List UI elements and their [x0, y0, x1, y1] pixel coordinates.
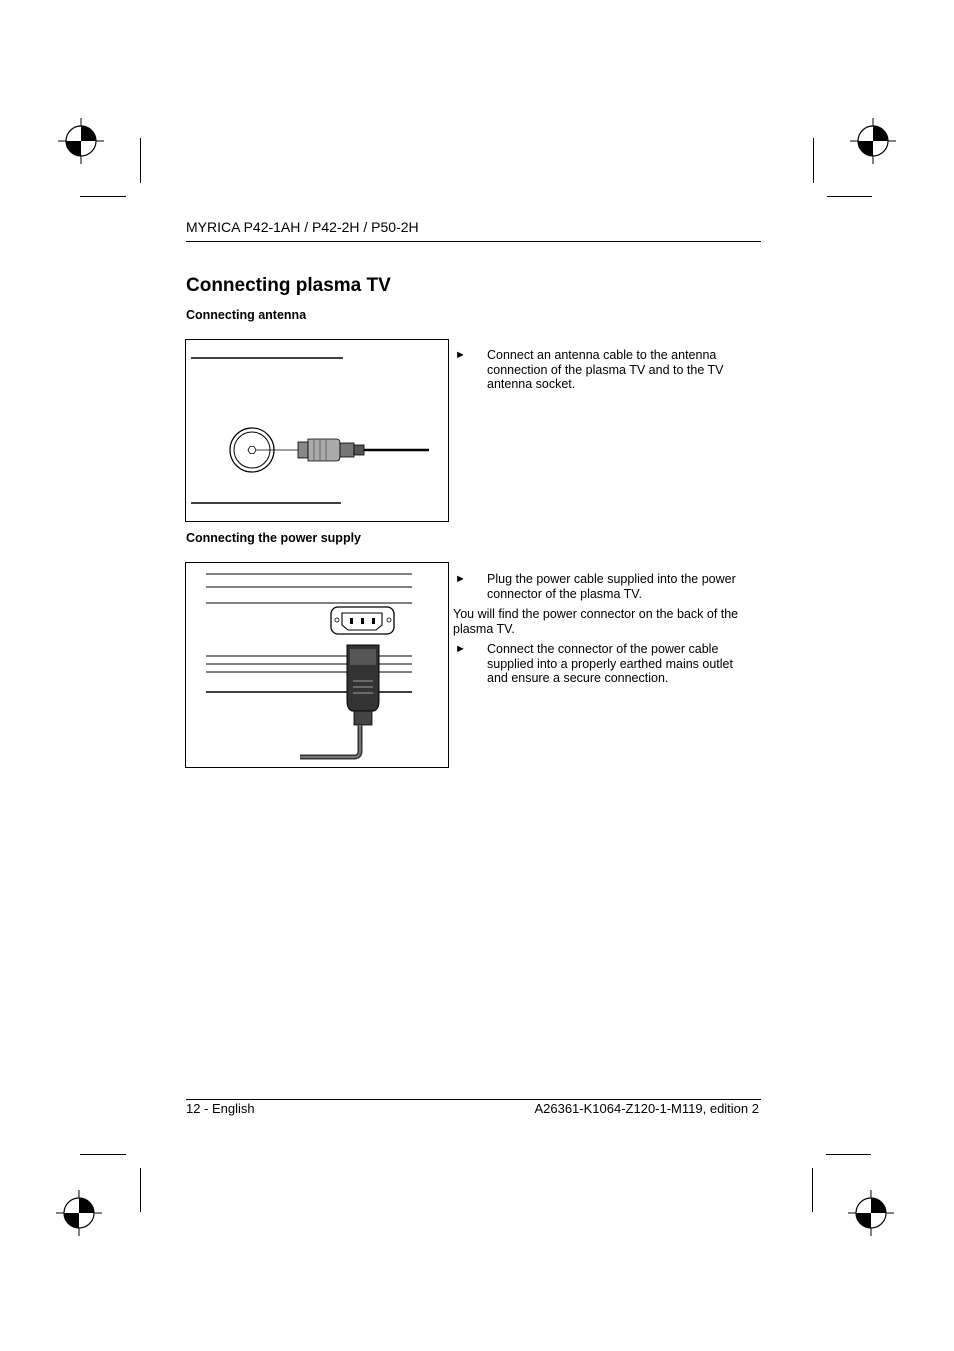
section-heading-antenna: Connecting antenna	[186, 308, 307, 322]
footer-rule	[186, 1099, 761, 1100]
registration-mark-icon	[850, 118, 896, 164]
power-step-1	[455, 572, 755, 601]
section-heading-power: Connecting the power supply	[186, 531, 362, 545]
power-note: You will find the power connector on the back of the plasma TV.	[453, 607, 739, 636]
power-connection-figure	[185, 562, 449, 768]
crop-line	[140, 138, 141, 183]
crop-line	[827, 196, 872, 197]
antenna-plug-illustration	[186, 340, 448, 521]
crop-line	[80, 1154, 126, 1155]
crop-line	[813, 138, 814, 183]
footer-doc-id: A26361-K1064-Z120-1-M119, edition 2	[534, 1101, 759, 1116]
crop-line	[80, 196, 126, 197]
crop-line	[140, 1168, 141, 1212]
crop-line	[826, 1154, 871, 1155]
triangle-right-icon: ►	[455, 573, 466, 585]
power-step-2-text: Connect the connector of the power cable supplied into a properly earthed mains outlet and ensure a secure connection.	[487, 642, 733, 685]
power-step-2	[455, 642, 755, 686]
triangle-right-icon: ►	[455, 643, 466, 655]
registration-mark-icon	[58, 118, 104, 164]
crop-line	[812, 1168, 813, 1212]
power-step-1-text: Plug the power cable supplied into the power connector of the plasma TV.	[487, 572, 736, 601]
antenna-step	[455, 348, 755, 392]
antenna-step-text: Connect an antenna cable to the antenna connection of the plasma TV and to the TV antenna socket.	[487, 348, 724, 391]
antenna-connection-figure	[185, 339, 449, 522]
registration-mark-icon	[848, 1190, 894, 1236]
power-plug-illustration	[186, 563, 448, 767]
footer-page-label: 12 - English	[186, 1101, 255, 1116]
running-header-title: MYRICA P42-1AH / P42-2H / P50-2H	[186, 219, 419, 235]
header-rule	[186, 241, 761, 242]
triangle-right-icon: ►	[455, 349, 466, 361]
registration-mark-icon	[56, 1190, 102, 1236]
page-title: Connecting plasma TV	[186, 275, 391, 296]
